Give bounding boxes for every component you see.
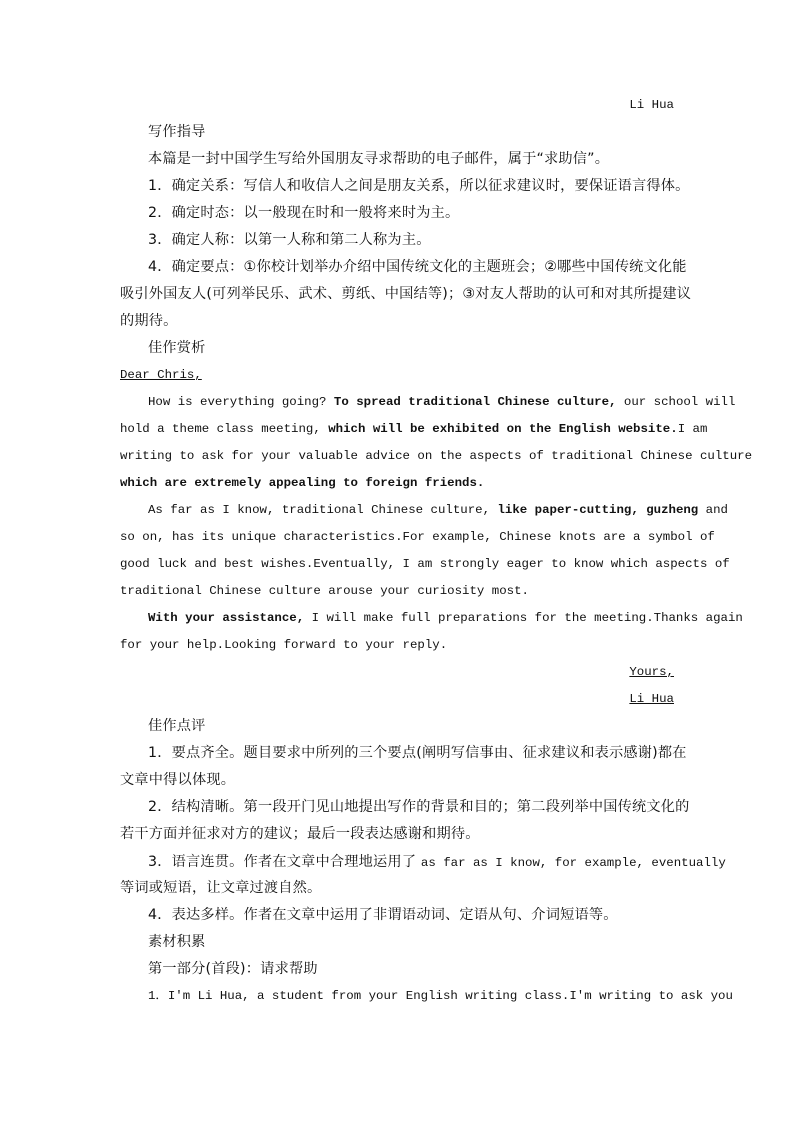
page-content — [120, 92, 753, 1010]
letter-greeting — [120, 362, 674, 389]
guidance-item-points-end: 的期待。 — [120, 313, 178, 329]
guidance-item-points: 4．确定要点：①你校计划举办介绍中国传统文化的主题班会；②哪些中国传统文化能 — [148, 259, 687, 275]
letter-p1-line: which are extremely appealing to foreign friends. — [120, 476, 485, 490]
letter-p2-line — [120, 497, 728, 524]
sample-heading: 佳作赏析 — [148, 340, 206, 356]
letter-p1-line — [120, 389, 736, 416]
letter-p2-line: so on, has its unique characteristics.For example, Chinese knots are a symbol of — [120, 530, 715, 544]
text: 3．语言连贯。作者在文章中合理地运用了 — [148, 854, 421, 870]
english-phrases: as far as I know, for example, eventually — [420, 856, 726, 870]
letter-closing — [120, 659, 674, 686]
greeting-text: Dear Chris, — [120, 368, 202, 382]
review-item-variety: 4．表达多样。作者在文章中运用了非谓语动词、定语从句、介词短语等。 — [148, 907, 618, 923]
review-item-structure-cont: 若干方面并征求对方的建议；最后一段表达感谢和期待。 — [120, 826, 480, 842]
text: I will make full preparations for the meeting.Thanks again — [304, 611, 743, 625]
review-item-coherence — [120, 848, 726, 875]
bold-phrase: With your assistance, — [148, 611, 305, 625]
guidance-heading: 写作指导 — [148, 124, 206, 140]
letter-p1-line: writing to ask for your valuable advice on the aspects of traditional Chinese culture — [120, 449, 753, 463]
closing-text: Yours, — [629, 665, 674, 679]
letter-p2-line: good luck and best wishes.Eventually, I am strongly eager to know which aspects of — [120, 557, 730, 571]
bold-phrase: To spread traditional Chinese culture, — [333, 395, 617, 409]
text: and — [698, 503, 728, 517]
materials-part-title: 第一部分(首段)：请求帮助 — [148, 961, 318, 977]
text: hold a theme class meeting, — [120, 422, 329, 436]
letter-p3-line — [120, 605, 743, 632]
text: our school will — [616, 395, 736, 409]
review-item-structure: 2．结构清晰。第一段开门见山地提出写作的背景和目的；第二段列举中国传统文化的 — [148, 799, 690, 815]
guidance-item-relationship: 1．确定关系：写信人和收信人之间是朋友关系，所以征求建议时，要保证语言得体。 — [148, 178, 690, 194]
bold-phrase: which will be exhibited on the English website. — [328, 422, 678, 436]
letter-p2-line: traditional Chinese culture arouse your curiosity most. — [120, 584, 529, 598]
review-item-completeness-cont: 文章中得以体现。 — [120, 772, 236, 788]
guidance-item-points-cont: 吸引外国友人(可列举民乐、武术、剪纸、中国结等)；③对友人帮助的认可和对其所提建议 — [120, 286, 692, 302]
top-signature: Li Hua — [629, 98, 674, 112]
materials-item: 1．I'm Li Hua, a student from your English writing class.I'm writing to ask you — [148, 989, 733, 1003]
guidance-item-person: 3．确定人称：以第一人称和第二人称为主。 — [148, 232, 431, 248]
text: I am — [677, 422, 708, 436]
review-heading: 佳作点评 — [148, 718, 206, 734]
letter-signature — [120, 686, 674, 713]
review-item-completeness: 1．要点齐全。题目要求中所列的三个要点(阐明写信事由、征求建议和表示感谢)都在 — [148, 745, 687, 761]
materials-heading: 素材积累 — [148, 934, 206, 950]
letter-p3-line: for your help.Looking forward to your reply. — [120, 638, 448, 652]
signature-text: Li Hua — [629, 692, 674, 706]
letter-p1-line — [120, 416, 708, 443]
text: How is everything going? — [148, 395, 334, 409]
bold-phrase: like paper-cutting, guzheng — [497, 503, 699, 517]
guidance-item-tense: 2．确定时态：以一般现在时和一般将来时为主。 — [148, 205, 460, 221]
review-item-coherence-cont: 等词或短语，让文章过渡自然。 — [120, 880, 322, 896]
text: As far as I know, traditional Chinese culture, — [148, 503, 498, 517]
guidance-intro: 本篇是一封中国学生写给外国朋友寻求帮助的电子邮件，属于“求助信”。 — [148, 151, 610, 167]
